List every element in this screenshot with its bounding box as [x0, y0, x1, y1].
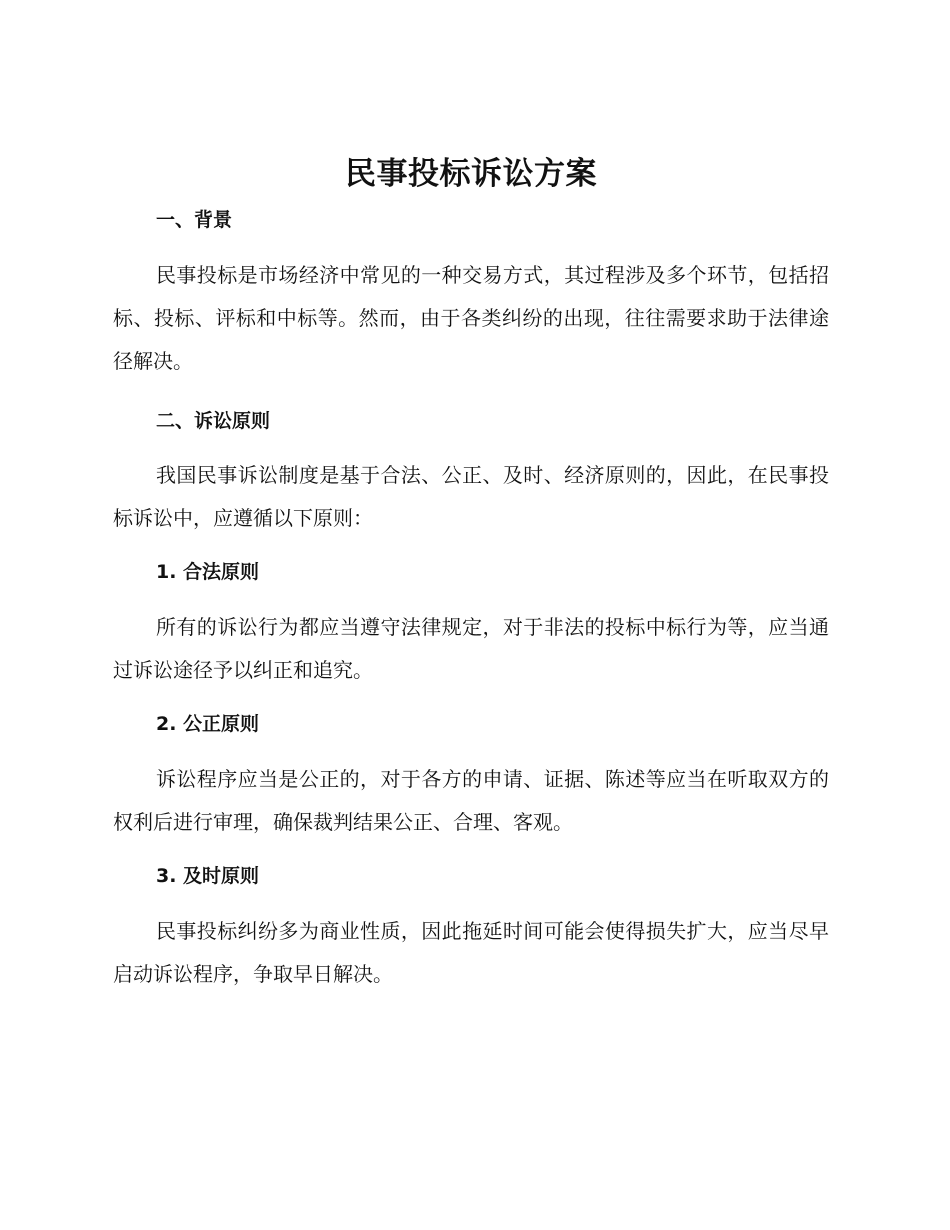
section-paragraph-background: 民事投标是市场经济中常见的一种交易方式，其过程涉及多个环节，包括招标、投标、评标和中标等。然而，由于各类纠纷的出现，往往需要求助于法律途径解决。 [113, 263, 829, 373]
document-title: 民事投标诉讼方案 [345, 156, 597, 192]
section-heading-fairness-principle: 2. 公正原则 [156, 713, 260, 735]
section-paragraph-litigation-principles: 我国民事诉讼制度是基于合法、公正、及时、经济原则的，因此，在民事投标诉讼中，应遵循以下原则： [113, 463, 829, 530]
section-heading-timeliness-principle: 3. 及时原则 [156, 865, 260, 887]
section-paragraph-fairness-principle: 诉讼程序应当是公正的，对于各方的申请、证据、陈述等应当在听取双方的权利后进行审理，确保裁判结果公正、合理、客观。 [113, 767, 829, 834]
section-paragraph-legality-principle: 所有的诉讼行为都应当遵守法律规定，对于非法的投标中标行为等，应当通过诉讼途径予以纠正和追究。 [113, 615, 829, 682]
section-heading-legality-principle: 1. 合法原则 [156, 561, 260, 583]
section-paragraph-timeliness-principle: 民事投标纠纷多为商业性质，因此拖延时间可能会使得损失扩大，应当尽早启动诉讼程序，争取早日解决。 [113, 919, 829, 986]
document-body [113, 150, 829, 996]
section-heading-litigation-principles: 二、诉讼原则 [156, 410, 271, 432]
section-heading-background: 一、背景 [156, 209, 233, 231]
